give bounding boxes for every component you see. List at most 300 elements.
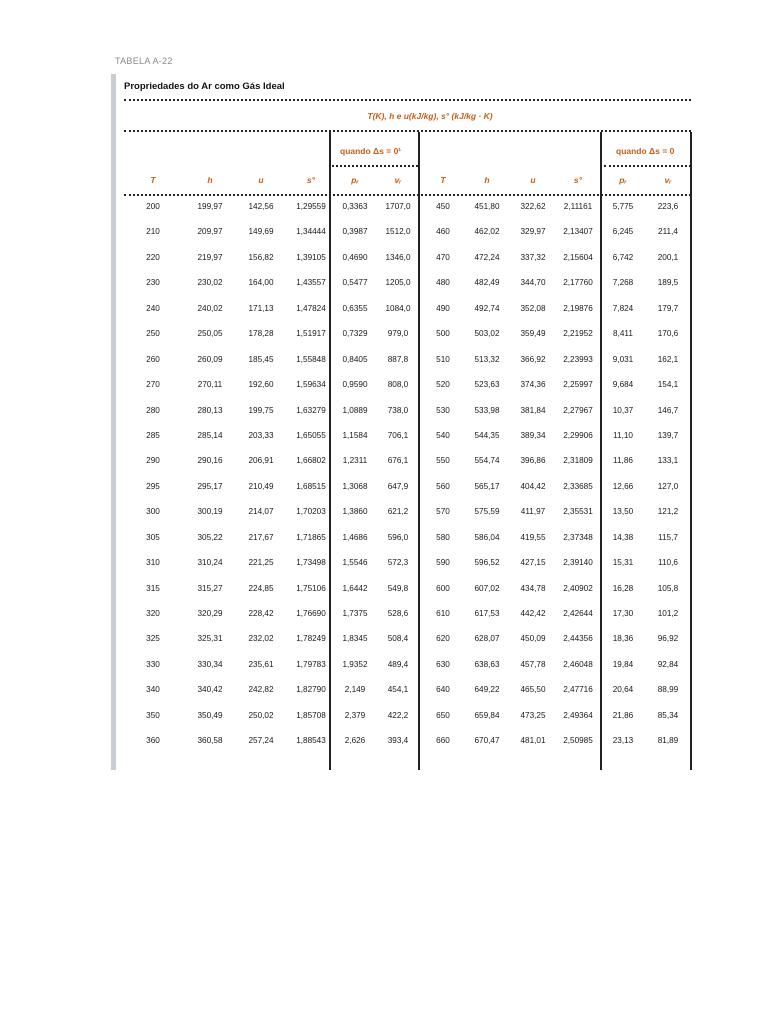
table-cell: 11,86 — [613, 456, 633, 466]
table-cell: 7,268 — [612, 278, 634, 288]
table-cell: 250,02 — [248, 710, 274, 720]
table-row — [0, 302, 768, 327]
table-cell: 1,8345 — [342, 634, 368, 644]
table-cell: 1,51917 — [296, 329, 326, 339]
table-cell: 510 — [436, 354, 450, 364]
table-cell: 2,21952 — [563, 329, 593, 339]
table-cell: 1346,0 — [385, 252, 411, 262]
table-cell: 1,1584 — [342, 430, 368, 440]
table-cell: 305 — [146, 532, 160, 542]
table-cell: 1205,0 — [385, 278, 411, 288]
table-cell: 156,82 — [248, 252, 274, 262]
table-row — [0, 683, 768, 708]
table-cell: 280 — [146, 405, 160, 415]
table-cell: 2,44356 — [563, 634, 593, 644]
table-cell: 1512,0 — [385, 227, 411, 237]
table-cell: 270,11 — [197, 380, 223, 390]
table-cell: 270 — [146, 380, 160, 390]
table-cell: 572,3 — [387, 558, 409, 568]
column-header: u — [258, 175, 264, 185]
table-cell: 170,6 — [657, 329, 679, 339]
table-cell: 1,43557 — [296, 278, 326, 288]
table-cell: 17,30 — [612, 609, 634, 618]
table-cell: 660 — [436, 736, 450, 746]
table-cell: 230,02 — [197, 278, 223, 288]
column-header: T — [440, 175, 446, 185]
table-cell: 295 — [146, 481, 160, 491]
table-cell: 242,82 — [248, 685, 274, 695]
table-cell: 1,85708 — [296, 710, 326, 720]
group-label-right: quando Δs = 0 — [616, 146, 675, 156]
table-cell: 2,19876 — [563, 303, 593, 313]
table-cell: 607,02 — [474, 583, 500, 593]
table-cell: 550 — [436, 456, 450, 466]
table-cell: 621,2 — [387, 507, 409, 517]
table-cell: 473,25 — [520, 710, 546, 720]
table-title: Propriedades do Ar como Gás Ideal — [124, 81, 285, 92]
table-cell: 489,4 — [387, 659, 409, 669]
table-cell: 200 — [146, 202, 160, 211]
table-cell: 393,4 — [387, 736, 409, 746]
table-cell: 738,0 — [387, 405, 409, 415]
table-cell: 178,28 — [248, 329, 274, 339]
table-row — [0, 734, 768, 759]
table-cell: 179,7 — [657, 303, 679, 313]
table-cell: 21,86 — [612, 710, 634, 720]
table-cell: 310,24 — [197, 558, 223, 568]
table-cell: 139,7 — [657, 430, 679, 440]
table-cell: 320,29 — [197, 609, 223, 618]
table-cell: 149,69 — [248, 227, 274, 237]
table-cell: 575,59 — [474, 507, 500, 517]
table-cell: 628,07 — [474, 634, 500, 644]
table-cell: 457,78 — [520, 659, 546, 669]
table-cell: 434,78 — [520, 583, 546, 593]
table-cell: 257,24 — [248, 736, 274, 746]
table-cell: 2,35531 — [563, 507, 593, 517]
table-cell: 9,684 — [612, 380, 634, 390]
table-cell: 2,49364 — [563, 710, 593, 720]
table-cell: 210 — [146, 227, 160, 237]
table-cell: 200,1 — [657, 252, 679, 262]
table-cell: 221,25 — [248, 558, 274, 568]
table-row — [0, 531, 768, 556]
table-cell: 366,92 — [520, 354, 546, 364]
table-cell: 81,89 — [657, 736, 679, 746]
subtitle-divider — [124, 130, 691, 132]
table-cell: 300,19 — [197, 507, 223, 517]
table-cell: 480 — [436, 278, 450, 288]
column-header: s° — [306, 175, 316, 185]
table-cell: 285,14 — [197, 430, 223, 440]
table-cell: 214,07 — [248, 507, 274, 517]
table-cell: 462,02 — [474, 227, 500, 237]
table-row — [0, 276, 768, 301]
table-cell: 422,2 — [387, 710, 409, 720]
table-cell: 450 — [436, 202, 450, 211]
table-cell: 1,34444 — [296, 227, 326, 237]
table-cell: 13,50 — [612, 507, 634, 517]
table-cell: 105,8 — [657, 583, 679, 593]
table-cell: 305,22 — [197, 532, 223, 542]
table-row — [0, 225, 768, 250]
table-cell: 1,3860 — [342, 507, 368, 517]
table-cell: 540 — [436, 430, 450, 440]
table-cell: 979,0 — [387, 329, 409, 339]
header-divider — [124, 194, 691, 196]
table-cell: 0,8405 — [342, 354, 368, 364]
table-cell: 340,42 — [197, 685, 223, 695]
table-cell: 171,13 — [248, 303, 274, 313]
table-cell: 381,84 — [520, 405, 546, 415]
table-cell: 1,73498 — [296, 558, 326, 568]
table-cell: 554,74 — [474, 456, 500, 466]
column-header: s° — [573, 175, 583, 185]
table-row — [0, 200, 768, 225]
table-cell: 2,50985 — [563, 736, 593, 746]
table-cell: 6,742 — [612, 252, 634, 262]
table-cell: 2,13407 — [563, 227, 593, 237]
table-cell: 596,52 — [474, 558, 500, 568]
table-cell: 350 — [146, 710, 160, 720]
table-cell: 528,6 — [387, 609, 409, 618]
table-cell: 164,00 — [248, 278, 274, 288]
table-cell: 192,60 — [248, 380, 274, 390]
table-cell: 396,86 — [520, 456, 546, 466]
table-cell: 1,59634 — [296, 380, 326, 390]
table-cell: 2,40902 — [563, 583, 593, 593]
table-cell: 220 — [146, 252, 160, 262]
table-cell: 659,84 — [474, 710, 500, 720]
table-cell: 330,34 — [197, 659, 223, 669]
table-cell: 315,27 — [197, 583, 223, 593]
table-cell: 199,97 — [197, 202, 223, 211]
table-cell: 5,775 — [612, 202, 634, 211]
table-cell: 12,66 — [612, 481, 634, 491]
table-cell: 513,32 — [474, 354, 500, 364]
table-cell: 1084,0 — [385, 303, 411, 313]
table-cell: 127,0 — [657, 481, 679, 491]
table-body — [0, 200, 768, 760]
table-cell: 154,1 — [657, 380, 679, 390]
table-cell: 2,149 — [344, 685, 366, 695]
table-cell: 1,3068 — [342, 481, 368, 491]
table-cell: 640 — [436, 685, 450, 695]
table-cell: 1,63279 — [296, 405, 326, 415]
table-cell: 1,82790 — [296, 685, 326, 695]
table-cell: 15,31 — [612, 558, 634, 568]
table-cell: 350,49 — [197, 710, 223, 720]
table-cell: 8,411 — [613, 329, 633, 339]
table-row — [0, 658, 768, 683]
table-cell: 211,4 — [658, 227, 678, 237]
table-cell: 146,7 — [657, 405, 679, 415]
table-cell: 1,0889 — [342, 405, 368, 415]
table-cell: 1,70203 — [296, 507, 326, 517]
table-cell: 887,8 — [387, 354, 409, 364]
table-cell: 219,97 — [197, 252, 223, 262]
table-cell: 2,11161 — [563, 202, 593, 211]
table-cell: 460 — [436, 227, 450, 237]
table-cell: 92,84 — [657, 659, 679, 669]
table-cell: 325,31 — [197, 634, 223, 644]
column-header: u — [530, 175, 536, 185]
table-cell: 1,66802 — [296, 456, 326, 466]
table-cell: 223,6 — [657, 202, 679, 211]
table-cell: 492,74 — [474, 303, 500, 313]
table-cell: 9,031 — [612, 354, 634, 364]
table-cell: 647,9 — [387, 481, 409, 491]
table-cell: 617,53 — [474, 609, 500, 618]
table-cell: 427,15 — [520, 558, 546, 568]
table-cell: 232,02 — [248, 634, 274, 644]
table-cell: 1,68515 — [296, 481, 326, 491]
table-cell: 500 — [436, 329, 450, 339]
table-cell: 649,22 — [474, 685, 500, 695]
table-cell: 121,2 — [657, 507, 679, 517]
table-cell: 0,5477 — [342, 278, 368, 288]
table-cell: 586,04 — [474, 532, 500, 542]
table-cell: 404,42 — [520, 481, 546, 491]
column-header: pᵣ — [351, 175, 359, 185]
table-cell: 1,65055 — [296, 430, 326, 440]
table-cell: 217,67 — [248, 532, 274, 542]
table-cell: 481,01 — [520, 736, 546, 746]
table-cell: 2,15604 — [563, 252, 593, 262]
table-cell: 115,7 — [658, 532, 678, 542]
table-cell: 101,2 — [657, 609, 679, 618]
table-cell: 96,92 — [657, 634, 679, 644]
table-cell: 560 — [436, 481, 450, 491]
table-cell: 235,61 — [248, 659, 274, 669]
column-header: T — [150, 175, 156, 185]
table-cell: 1,29559 — [296, 202, 326, 211]
table-cell: 389,34 — [520, 430, 546, 440]
table-row — [0, 378, 768, 403]
table-cell: 670,47 — [474, 736, 500, 746]
table-cell: 162,1 — [657, 354, 679, 364]
table-cell: 210,49 — [248, 481, 274, 491]
column-header: vᵣ — [394, 175, 402, 185]
table-cell: 465,50 — [520, 685, 546, 695]
table-cell: 454,1 — [387, 685, 409, 695]
table-cell: 419,55 — [520, 532, 546, 542]
table-row — [0, 709, 768, 734]
table-cell: 0,4690 — [342, 252, 368, 262]
table-cell: 23,13 — [612, 736, 634, 746]
table-cell: 14,38 — [612, 532, 634, 542]
table-cell: 325 — [146, 634, 160, 644]
table-cell: 230 — [146, 278, 160, 288]
table-cell: 142,56 — [248, 202, 274, 211]
table-cell: 203,33 — [248, 430, 274, 440]
table-cell: 2,42644 — [563, 609, 593, 618]
table-cell: 549,8 — [387, 583, 409, 593]
table-cell: 133,1 — [657, 456, 679, 466]
table-cell: 2,29906 — [563, 430, 593, 440]
table-row — [0, 582, 768, 607]
table-cell: 16,28 — [612, 583, 634, 593]
table-cell: 240 — [146, 303, 160, 313]
table-cell: 7,824 — [612, 303, 634, 313]
table-cell: 596,0 — [387, 532, 409, 542]
table-row — [0, 327, 768, 352]
table-cell: 322,62 — [520, 202, 546, 211]
table-cell: 18,36 — [612, 634, 634, 644]
table-cell: 1,5546 — [342, 558, 368, 568]
table-cell: 620 — [436, 634, 450, 644]
table-cell: 228,42 — [248, 609, 274, 618]
table-cell: 19,84 — [612, 659, 634, 669]
table-cell: 1,39105 — [296, 252, 326, 262]
table-cell: 472,24 — [474, 252, 500, 262]
table-cell: 310 — [146, 558, 160, 568]
table-cell: 360 — [146, 736, 160, 746]
table-cell: 20,64 — [612, 685, 634, 695]
table-cell: 2,25997 — [563, 380, 593, 390]
table-code: TABELA A-22 — [115, 56, 173, 66]
table-cell: 280,13 — [197, 405, 223, 415]
table-cell: 260 — [146, 354, 160, 364]
table-cell: 344,70 — [520, 278, 546, 288]
table-cell: 6,245 — [612, 227, 634, 237]
table-cell: 610 — [436, 609, 450, 618]
table-cell: 451,80 — [474, 202, 500, 211]
table-cell: 0,9590 — [342, 380, 368, 390]
table-cell: 590 — [436, 558, 450, 568]
table-cell: 0,3363 — [342, 202, 368, 211]
column-header: h — [207, 175, 213, 185]
table-cell: 544,35 — [474, 430, 500, 440]
table-cell: 630 — [436, 659, 450, 669]
table-cell: 676,1 — [387, 456, 409, 466]
table-cell: 1,88543 — [296, 736, 326, 746]
table-cell: 808,0 — [387, 380, 409, 390]
table-cell: 352,08 — [520, 303, 546, 313]
table-cell: 1,6442 — [342, 583, 368, 593]
table-row — [0, 404, 768, 429]
table-cell: 2,379 — [344, 710, 366, 720]
table-cell: 470 — [436, 252, 450, 262]
group-label-left: quando Δs = 0¹ — [340, 146, 402, 156]
table-cell: 189,5 — [657, 278, 679, 288]
table-cell: 300 — [146, 507, 160, 517]
table-cell: 1,75106 — [296, 583, 326, 593]
column-header: h — [484, 175, 490, 185]
table-cell: 2,23993 — [563, 354, 593, 364]
table-cell: 290,16 — [197, 456, 223, 466]
table-cell: 88,99 — [657, 685, 679, 695]
table-cell: 706,1 — [387, 430, 409, 440]
table-cell: 1,76690 — [296, 609, 326, 618]
table-cell: 2,31809 — [563, 456, 593, 466]
table-cell: 250,05 — [197, 329, 223, 339]
group-divider-right — [604, 165, 691, 167]
table-cell: 1707,0 — [385, 202, 411, 211]
table-cell: 224,85 — [248, 583, 274, 593]
table-cell: 1,2311 — [342, 456, 368, 466]
table-cell: 340 — [146, 685, 160, 695]
table-cell: 206,91 — [248, 456, 274, 466]
table-row — [0, 251, 768, 276]
table-cell: 2,37348 — [563, 532, 593, 542]
table-cell: 523,63 — [474, 380, 500, 390]
table-cell: 110,6 — [658, 558, 678, 568]
title-divider — [124, 99, 691, 101]
table-cell: 530 — [436, 405, 450, 415]
table-cell: 285 — [146, 430, 160, 440]
table-row — [0, 607, 768, 632]
table-cell: 0,7329 — [342, 329, 368, 339]
table-cell: 1,71865 — [296, 532, 326, 542]
table-row — [0, 429, 768, 454]
table-cell: 1,78249 — [296, 634, 326, 644]
table-cell: 2,27967 — [563, 405, 593, 415]
table-cell: 600 — [436, 583, 450, 593]
table-cell: 185,45 — [248, 354, 274, 364]
table-cell: 295,17 — [197, 481, 223, 491]
table-cell: 1,47824 — [296, 303, 326, 313]
table-cell: 2,39140 — [563, 558, 593, 568]
table-cell: 290 — [146, 456, 160, 466]
table-cell: 442,42 — [520, 609, 546, 618]
table-cell: 482,49 — [474, 278, 500, 288]
table-cell: 1,4686 — [342, 532, 368, 542]
table-cell: 533,98 — [474, 405, 500, 415]
table-cell: 503,02 — [474, 329, 500, 339]
table-cell: 2,46048 — [563, 659, 593, 669]
table-row — [0, 353, 768, 378]
table-cell: 337,32 — [520, 252, 546, 262]
table-cell: 199,75 — [248, 405, 274, 415]
table-cell: 411,97 — [520, 507, 546, 517]
table-cell: 360,58 — [197, 736, 223, 746]
table-cell: 315 — [146, 583, 160, 593]
table-cell: 374,36 — [520, 380, 546, 390]
table-cell: 329,97 — [520, 227, 546, 237]
column-header: pᵣ — [619, 175, 627, 185]
table-cell: 2,17760 — [563, 278, 593, 288]
table-cell: 85,34 — [657, 710, 679, 720]
table-cell: 0,3987 — [342, 227, 368, 237]
table-cell: 209,97 — [197, 227, 223, 237]
table-cell: 2,626 — [344, 736, 366, 746]
table-cell: 0,6355 — [342, 303, 368, 313]
table-subtitle: T(K), h e u(kJ/kg), s° (kJ/kg · K) — [367, 111, 493, 121]
table-cell: 320 — [146, 609, 160, 618]
table-cell: 10,37 — [612, 405, 634, 415]
table-cell: 565,17 — [474, 481, 500, 491]
table-row — [0, 480, 768, 505]
column-header: vᵣ — [664, 175, 672, 185]
table-cell: 11,10 — [613, 430, 633, 440]
table-cell: 520 — [436, 380, 450, 390]
table-cell: 2,47716 — [563, 685, 593, 695]
table-cell: 1,79783 — [296, 659, 326, 669]
table-row — [0, 632, 768, 657]
table-cell: 240,02 — [197, 303, 223, 313]
table-row — [0, 505, 768, 530]
table-cell: 638,63 — [474, 659, 500, 669]
table-cell: 250 — [146, 329, 160, 339]
table-cell: 1,7375 — [342, 609, 368, 618]
table-cell: 570 — [436, 507, 450, 517]
table-cell: 580 — [436, 532, 450, 542]
table-cell: 508,4 — [387, 634, 409, 644]
table-row — [0, 454, 768, 479]
table-cell: 650 — [436, 710, 450, 720]
group-divider-left — [332, 165, 418, 167]
